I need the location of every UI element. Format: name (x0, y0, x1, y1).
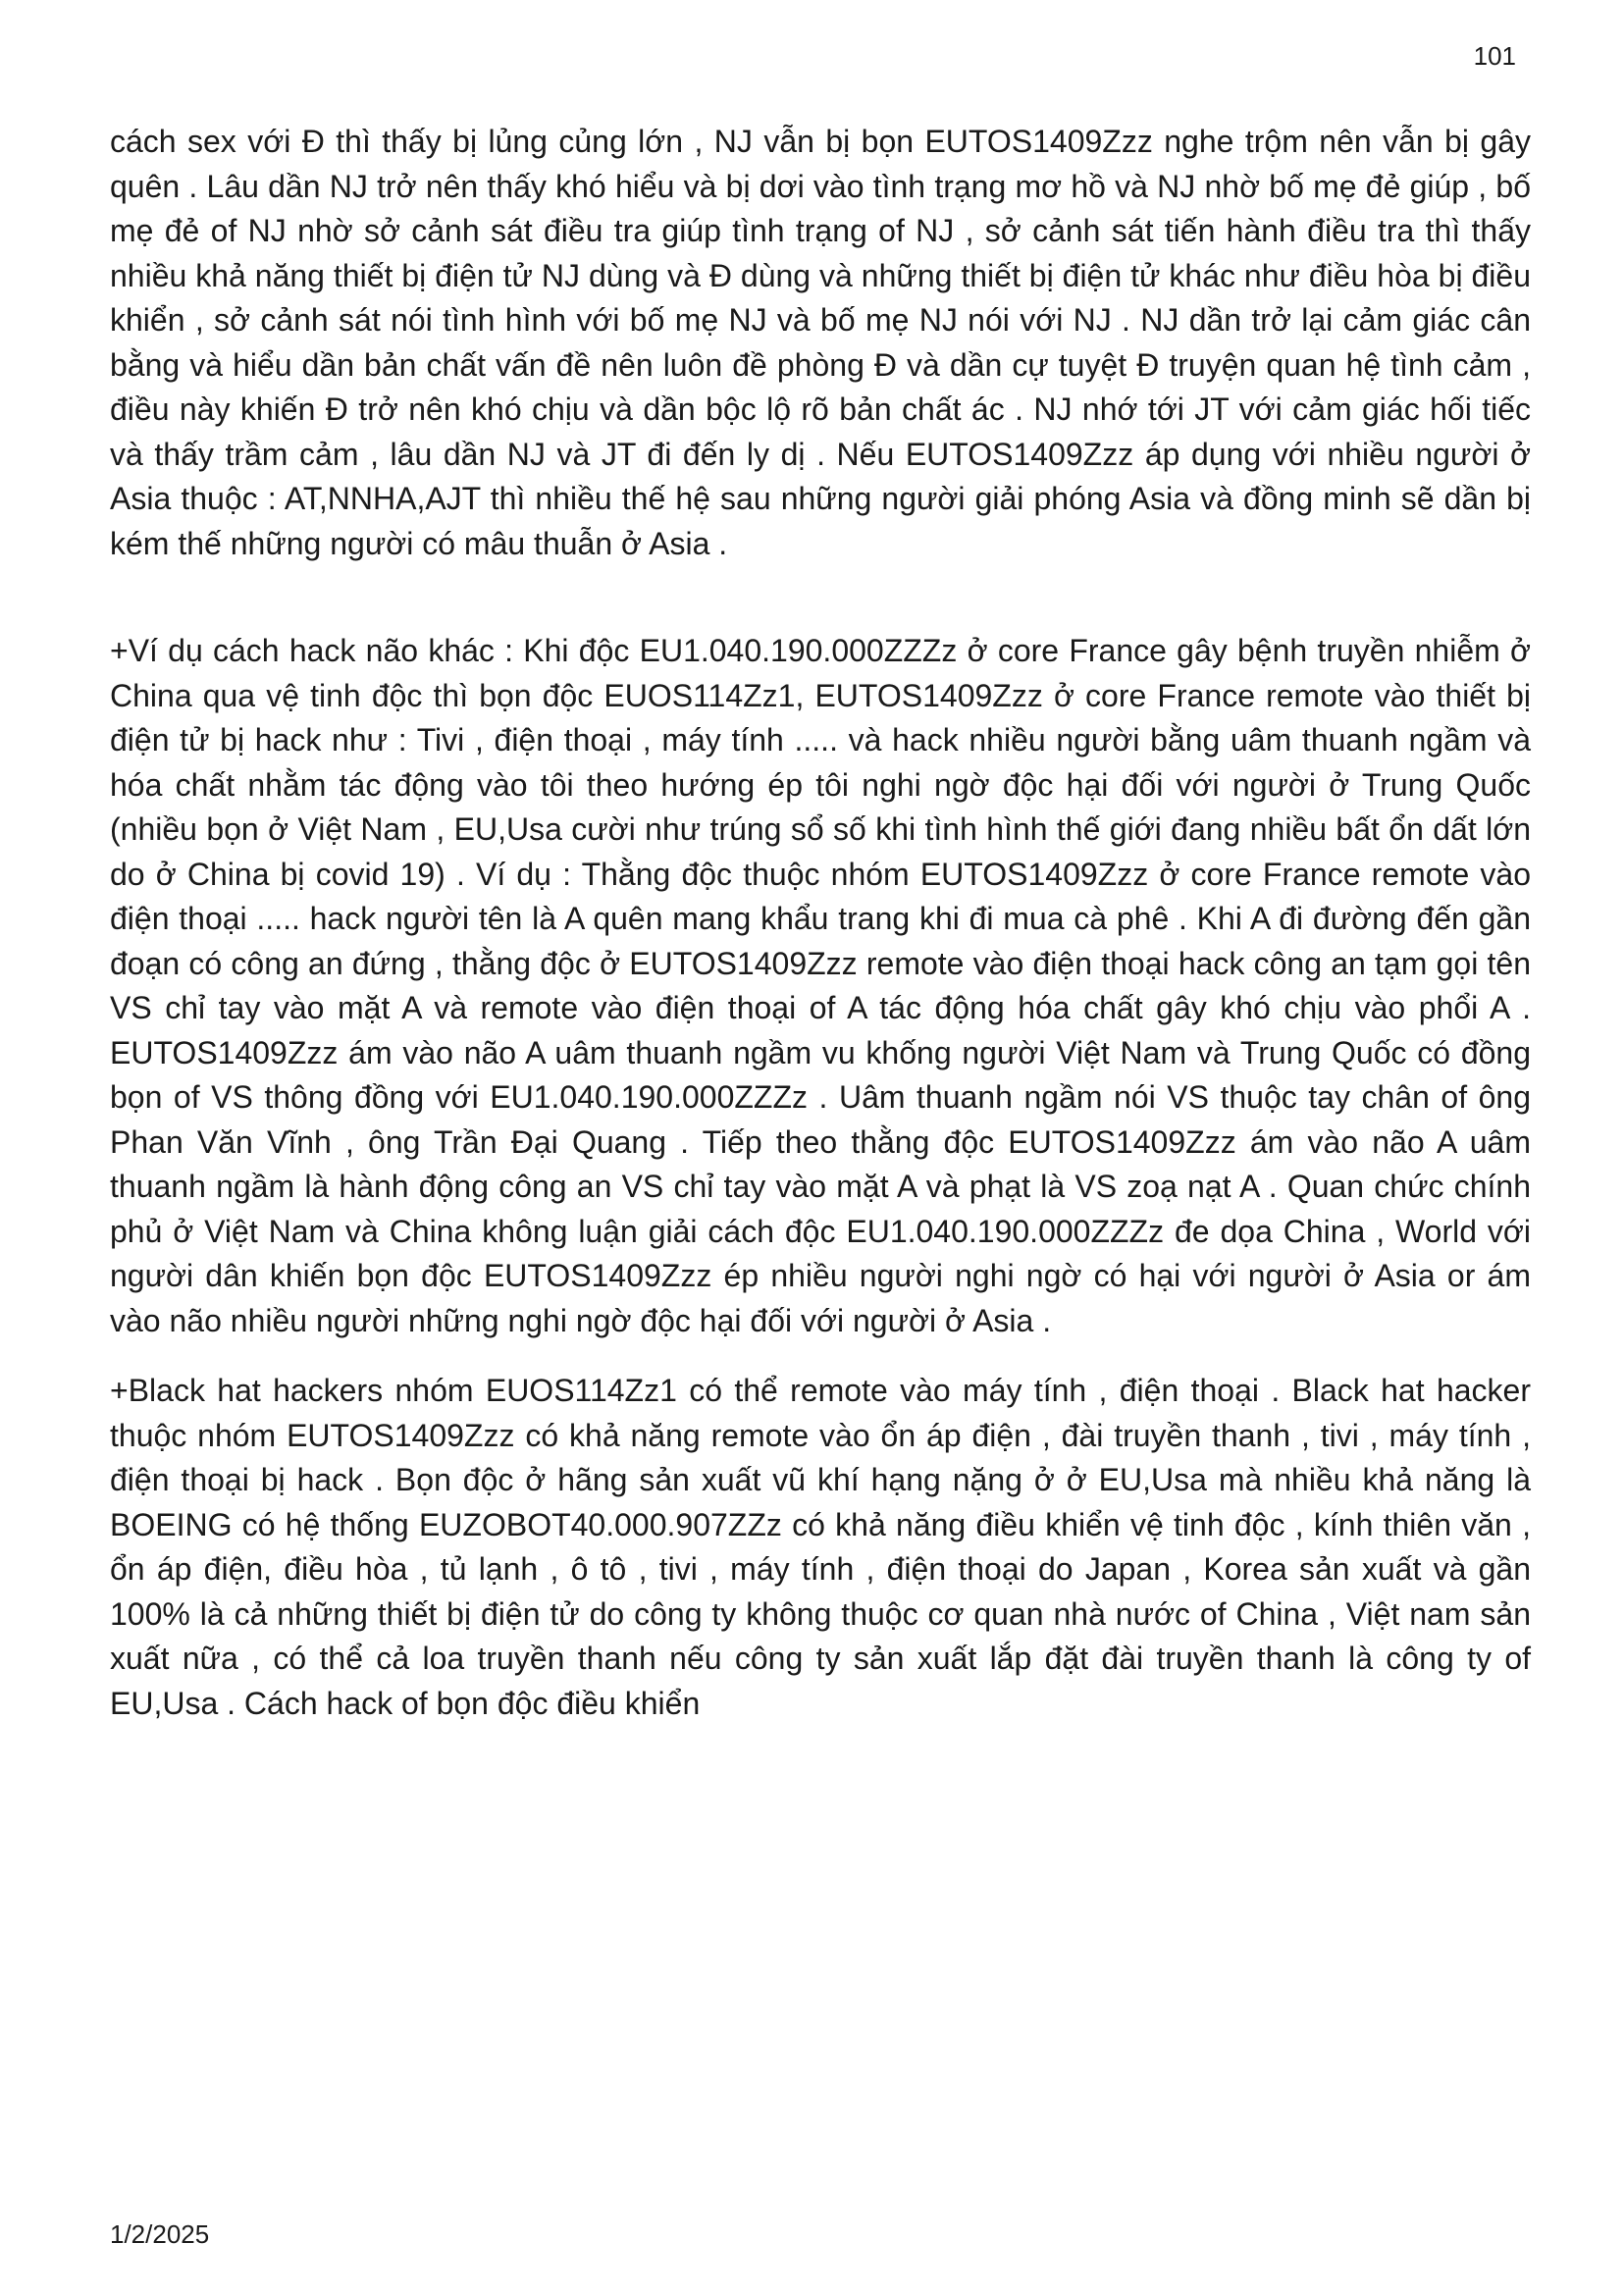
paragraph-3: +Black hat hackers nhóm EUOS114Zz1 có thể remote vào máy tính , điện thoại . Black hat hacker thuộc nhóm EUTOS1409Zzz có khả năng remote vào ổn áp điện , đài truyền thanh , tivi , máy tính , điện thoại bị hack . Bọn độc ở hãng sản xuất vũ khí hạng nặng ở ở EU,Usa mà nhiều khả năng là BOEING có hệ thống EUZOBOT40.000.907ZZz có khả năng điều khiển vệ tinh độc , kính thiên văn , ổn áp điện, điều hòa , tủ lạnh , ô tô , tivi , máy tính , điện thoại do Japan , Korea sản xuất và gần 100% là cả những thiết bị điện tử do công ty không thuộc cơ quan nhà nước of China , Việt nam sản xuất nữa , có thể cả loa truyền thanh nếu công ty sản xuất lắp đặt đài truyền thanh là công ty of EU,Usa . Cách hack of bọn độc điều khiển (110, 1373, 1531, 1721)
footer-date: 1/2/2025 (110, 2219, 210, 2249)
page-number: 101 (1473, 41, 1516, 71)
paragraph-1: cách sex với Đ thì thấy bị lủng củng lớn , NJ vẫn bị bọn EUTOS1409Zzz nghe trộm nên vẫn bị gây quên . Lâu dần NJ trở nên thấy khó hiểu và bị dơi vào tình trạng mơ hồ và NJ nhờ bố mẹ đẻ giúp , bố mẹ đẻ of NJ nhờ sở cảnh sát điều tra giúp tình trạng of NJ , sở cảnh sát tiến hành điều tra thì thấy nhiều khả năng thiết bị điện tử NJ dùng và Đ dùng và những thiết bị điện tử khác như điều hòa bị điều khiển , sở cảnh sát nói tình hình với bố mẹ NJ và bố mẹ NJ nói với NJ . NJ dần trở lại cảm giác cân bằng và hiểu dần bản chất vấn đề nên luôn đề phòng Đ và dần cự tuyệt Đ truyện quan hệ tình cảm , điều này khiến Đ trở nên khó chịu và dần bộc lộ rõ bản chất ác . NJ nhớ tới JT với cảm giác hối tiếc và thấy trầm cảm , lâu dần NJ và JT đi đến ly dị . Nếu EUTOS1409Zzz áp dụng với nhiều người ở Asia thuộc : AT,NNHA,AJT thì nhiều thế hệ sau những người giải phóng Asia và đồng minh sẽ dần bị kém thế những người có mâu thuẫn ở Asia . (110, 124, 1531, 561)
paragraph-2: +Ví dụ cách hack não khác : Khi độc EU1.040.190.000ZZZz ở core France gây bệnh truyền nhiễm ở China qua vệ tinh độc thì bọn độc EUOS114Zz1, EUTOS1409Zzz ở core France remote vào thiết bị điện tử bị hack như : Tivi , điện thoại , máy tính ..... và hack nhiều người bằng uâm thuanh ngầm và hóa chất nhằm tác động vào tôi theo hướng ép tôi nghi ngờ độc hại đối với người ở Trung Quốc (nhiều bọn ở Việt Nam , EU,Usa cười như trúng sổ số khi tình hình thế giới đang nhiều bất ổn dất lớn do ở China bị covid 19) . Ví dụ : Thằng độc thuộc nhóm EUTOS1409Zzz ở core France remote vào điện thoại ..... hack người tên là A quên mang khẩu trang khi đi mua cà phê . Khi A đi đường đến gần đoạn có công an đứng , thằng độc ở EUTOS1409Zzz remote vào điện thoại hack công an tạm gọi tên VS chỉ tay vào mặt A và remote vào điện thoại of A tác động hóa chất gây khó chịu vào phổi A . EUTOS1409Zzz ám vào não A uâm thuanh ngầm vu khống người Việt Nam và Trung Quốc có đồng bọn of VS thông đồng với EU1.040.190.000ZZZz . Uâm thuanh ngầm nói VS thuộc tay chân of ông Phan Văn Vĩnh , ông Trần Đại Quang . Tiếp theo thằng độc EUTOS1409Zzz ám vào não A uâm thuanh ngầm là hành động công an VS chỉ tay vào mặt A và phạt là VS zoạ nạt A . Quan chức chính phủ ở Việt Nam và China không luận giải cách độc EU1.040.190.000ZZZz đe dọa China , World với người dân khiến bọn độc EUTOS1409Zzz ép nhiều người nghi ngờ có hại với người ở Asia or ám vào não nhiều người những nghi ngờ độc hại đối với người ở Asia . (110, 633, 1531, 1338)
document-body (110, 120, 1531, 1726)
